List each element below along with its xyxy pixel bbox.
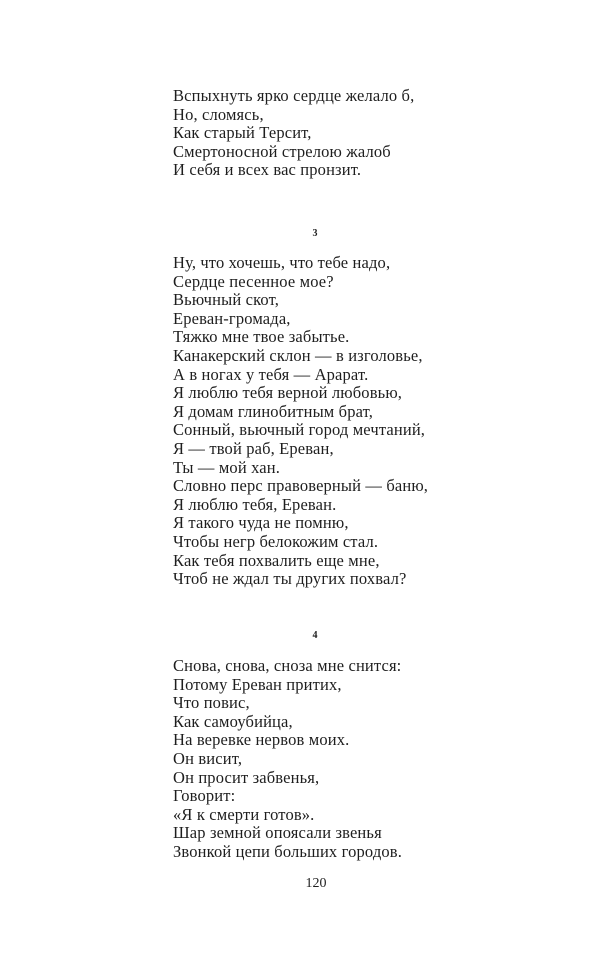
poem-line: Ереван-громада, [173, 308, 291, 328]
poem-line: Как старый Терсит, [173, 123, 312, 143]
page-number: 120 [305, 876, 327, 891]
poem-line: Тяжко мне твое забытье. [173, 327, 350, 347]
poem-line: Что повис, [173, 693, 250, 713]
poem-line: Я — твой раб, Ереван, [173, 438, 334, 458]
stanza-1 [173, 87, 414, 180]
poem-line: Я люблю тебя верной любовью, [173, 383, 403, 403]
poem-line: «Я к смерти готов». [173, 804, 315, 824]
poem-line: Смертоносной стрелою жалоб [173, 141, 391, 161]
poem-line: Но, сломясь, [173, 104, 264, 124]
poem-line: Я домам глинобитным брат, [173, 401, 374, 421]
poem-line: Чтоб не ждал ты других похвал? [173, 569, 407, 589]
poem-line: Шар земной опоясали звенья [173, 823, 382, 843]
poem-line: Звонкой цепи больших городов. [173, 841, 402, 861]
stanza-3 [173, 254, 428, 589]
poem-line: А в ногах у тебя — Арарат. [173, 364, 369, 384]
poem-line: На веревке нервов моих. [173, 730, 350, 750]
poem-line: Сонный, вьючный город мечтаний, [173, 420, 426, 440]
poem-line: Ты — мой хан. [173, 457, 281, 477]
poem-line: Вьючный скот, [173, 290, 279, 310]
poem-line: Канакерский склон — в изголовье, [173, 345, 423, 365]
poem-line: Ну, что хочешь, что тебе надо, [173, 253, 391, 272]
poem-line: Словно перс правоверный — баню, [173, 476, 429, 496]
poem-line: Он просит забвенья, [173, 767, 320, 787]
poem-line: Сердце песенное мое? [173, 271, 334, 291]
section-number-3: 3 [312, 228, 318, 239]
stanza-4 [173, 657, 402, 862]
poem-line: Чтобы негр белокожим стал. [173, 531, 379, 551]
section-number-4: 4 [312, 630, 318, 641]
poem-line: Он висит, [173, 748, 243, 768]
poem-line: Говорит: [173, 786, 236, 806]
poem-line: Потому Ереван притих, [173, 674, 342, 694]
poem-line: Как тебя похвалить еще мне, [173, 550, 380, 570]
poem-line: Вспыхнуть ярко сердце желало б, [173, 86, 415, 105]
poem-line: Как самоубийца, [173, 711, 293, 731]
poem-line: И себя и всех вас пронзит. [173, 160, 362, 180]
poem-line: Снова, снова, сноза мне снится: [173, 656, 402, 675]
poem-line: Я такого чуда не помню, [173, 513, 349, 533]
poem-line: Я люблю тебя, Ереван. [173, 494, 337, 514]
